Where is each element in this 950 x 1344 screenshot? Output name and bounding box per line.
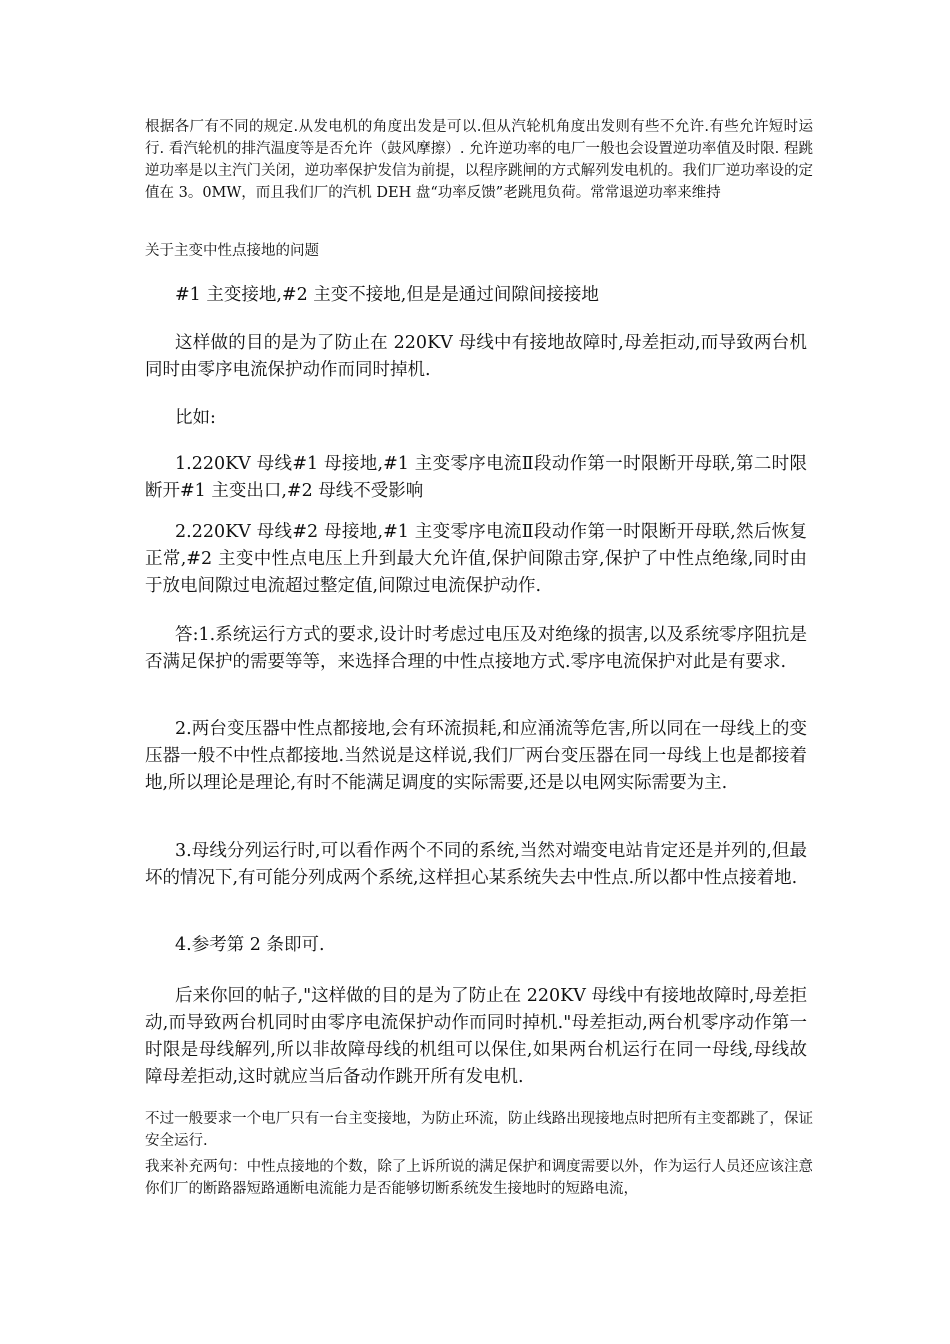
paragraph-purpose: 这样做的目的是为了防止在 220KV 母线中有接地故障时,母差拒动,而导致两台机同时由零序电流保护动作而同时掉机. — [145, 333, 807, 380]
paragraph-supplement: 我来补充两句：中性点接地的个数，除了上诉所说的满足保护和调度需要以外，作为运行人员还应该注意你们厂的断路器短路通断电流能力是否能够切断系统发生接地时的短路电流， — [145, 1159, 813, 1197]
section-heading: 关于主变中性点接地的问题 — [145, 243, 319, 259]
paragraph-example-1: 1.220KV 母线#1 母接地,#1 主变零序电流Ⅱ段动作第一时限断开母联,第二时限断开#1 主变出口,#2 母线不受影响 — [145, 454, 807, 501]
paragraph-reply: 后来你回的帖子,"这样做的目的是为了防止在 220KV 母线中有接地故障时,母差拒动,而导致两台机同时由零序电流保护动作而同时掉机."母差拒动,两台机零序动作第一时限是母线解列,所以非故障母线的机组可以保住,如果两台机运行在同一母线,母线故障母差拒动,这时就应当后备动作跳开所有发电机. — [145, 986, 807, 1087]
paragraph-general-requirement: 不过一般要求一个电厂只有一台主变接地，为防止环流，防止线路出现接地点时把所有主变都跳了，保证安全运行. — [145, 1111, 813, 1149]
paragraph-example-2: 2.220KV 母线#2 母接地,#1 主变零序电流Ⅱ段动作第一时限断开母联,然后恢复正常,#2 主变中性点电压上升到最大允许值,保护间隙击穿,保护了中性点绝缘,同时由于放电间隙过电流超过整定值,间隙过电流保护动作. — [145, 522, 807, 596]
paragraph-example-intro: 比如: — [175, 408, 216, 428]
paragraph-answer-3: 3.母线分列运行时,可以看作两个不同的系统,当然对端变电站肯定还是并列的,但最坏的情况下,有可能分列成两个系统,这样担心某系统失去中性点.所以都中性点接着地. — [145, 841, 807, 888]
paragraph-answer-2: 2.两台变压器中性点都接地,会有环流损耗,和应涌流等危害,所以同在一母线上的变压器一般不中性点都接地.当然说是这样说,我们厂两台变压器在同一母线上也是都接着地,所以理论是理论,有时不能满足调度的实际需要,还是以电网实际需要为主. — [145, 719, 807, 793]
paragraph-grounding-config: #1 主变接地,#2 主变不接地,但是是通过间隙间接接地 — [175, 285, 599, 305]
intro-paragraph: 根据各厂有不同的规定.从发电机的角度出发是可以.但从汽轮机角度出发则有些不允许.有些允许短时运行. 看汽轮机的排汽温度等是否允许（鼓风摩擦）. 允许逆功率的电厂一般也会设置逆功率值及时限. 程跳逆功率是以主汽门关闭，逆功率保护发信为前提，以程序跳闸的方式解列发电机的。我们厂逆功率设的定值在 3。0MW，而且我们厂的汽机 DEH 盘“功率反馈”老跳甩负荷。常常退逆功率来维持 — [145, 119, 813, 201]
paragraph-answer-4: 4.参考第 2 条即可. — [175, 935, 325, 955]
paragraph-answer-1: 答:1.系统运行方式的要求,设计时考虑过电压及对绝缘的损害,以及系统零序阻抗是否满足保护的需要等等，来选择合理的中性点接地方式.零序电流保护对此是有要求. — [145, 625, 807, 672]
